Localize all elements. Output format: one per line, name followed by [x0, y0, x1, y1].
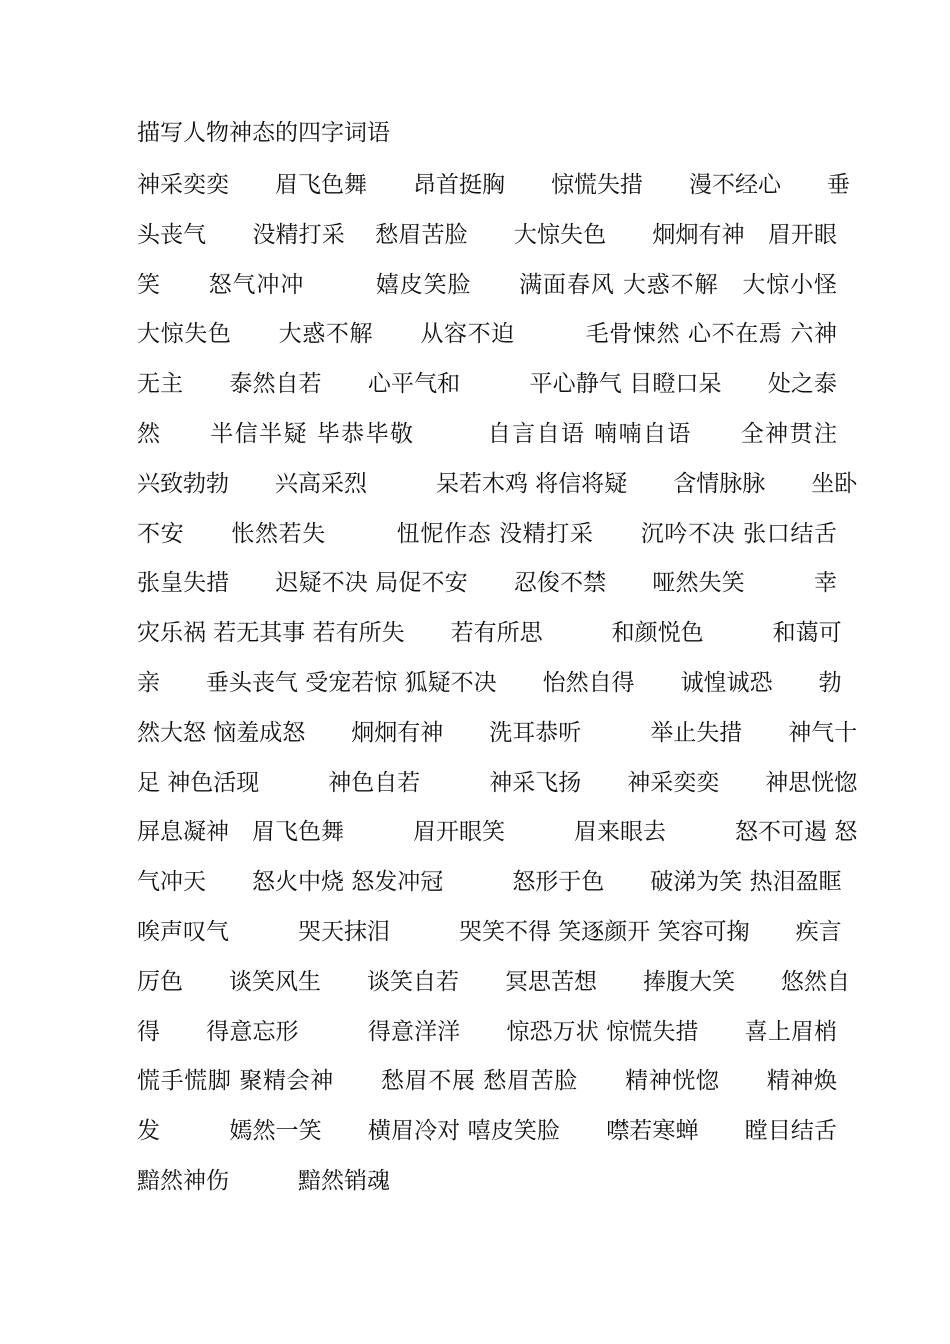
text-line: 神采奕奕 眉飞色舞 昂首挺胸 惊慌失措 漫不经心 垂: [137, 172, 850, 198]
text-line: 唉声叹气 哭天抹泪 哭笑不得 笑逐颜开 笑容可掬 疾言: [137, 918, 842, 945]
text-line: 亲 垂头丧气 受宠若惊 狐疑不决 怡然自得 诚惶诚恐 勃: [137, 669, 842, 696]
text-line: 然 半信半疑 毕恭毕敬 自言自语 喃喃自语 全神贯注: [137, 420, 837, 447]
text-line: 然大怒 恼羞成怒 炯炯有神 洗耳恭听 举止失措 神气十: [137, 719, 858, 746]
word-list: [137, 167, 858, 1213]
text-line: 大惊失色 大惑不解 从容不迫 毛骨悚然 心不在焉 六神: [137, 321, 837, 348]
text-line: 笑 怒气冲冲 嬉皮笑脸 满面春风 大惑不解 大惊小怪: [137, 271, 837, 298]
text-line: 张皇失措 迟疑不决 局促不安 忍俊不禁 哑然失笑 幸: [137, 570, 837, 597]
text-line: 兴致勃勃 兴高采烈 呆若木鸡 将信将疑 含情脉脉 坐卧: [137, 470, 858, 497]
document-title: 描写人物神态的四字词语: [137, 120, 390, 146]
text-line: 黯然神伤 黯然销魂: [137, 1167, 390, 1194]
text-line: 灾乐祸 若无其事 若有所失 若有所思 和颜悦色 和蔼可: [137, 620, 842, 647]
text-line: 气冲天 怒火中烧 怒发冲冠 怒形于色 破涕为笑 热泪盈眶: [137, 869, 842, 896]
text-line: 屏息凝神 眉飞色舞 眉开眼笑 眉来眼去 怒不可遏 怒: [137, 819, 858, 846]
text-line: 无主 泰然自若 心平气和 平心静气 目瞪口呆 处之泰: [137, 371, 837, 398]
text-line: 慌手慌脚 聚精会神 愁眉不展 愁眉苦脸 精神恍惚 精神焕: [137, 1068, 837, 1095]
text-line: 厉色 谈笑风生 谈笑自若 冥思苦想 捧腹大笑 悠然自: [137, 968, 850, 995]
text-line: 得 得意忘形 得意洋洋 惊恐万状 惊慌失措 喜上眉梢: [137, 1018, 837, 1045]
text-line: 发 嫣然一笑 横眉冷对 嘻皮笑脸 噤若寒蝉 瞠目结舌: [137, 1118, 837, 1145]
text-line: 头丧气 没精打采 愁眉苦脸 大惊失色 炯炯有神 眉开眼: [137, 221, 837, 248]
text-line: 不安 怅然若失 忸怩作态 没精打采 沉吟不决 张口结舌: [137, 520, 837, 547]
text-line: 足 神色活现 神色自若 神采飞扬 神采奕奕 神思恍惚: [137, 769, 858, 796]
